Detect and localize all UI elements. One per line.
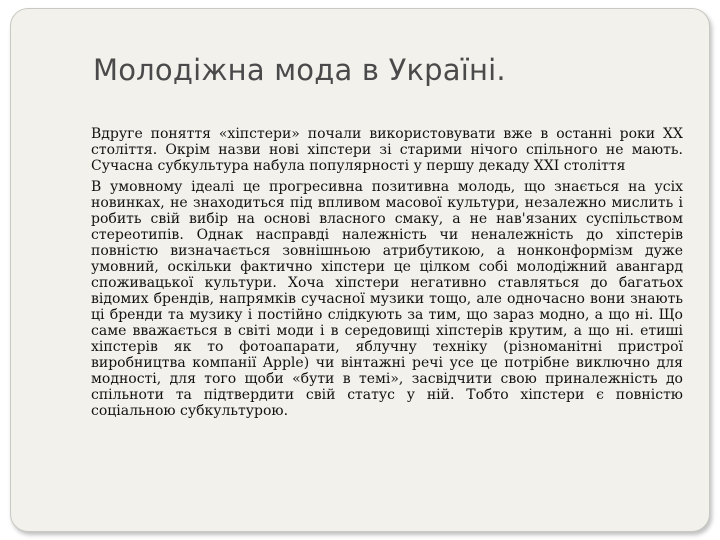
paragraph-2: В умовному ідеалі це прогресивна позитивна молодь, що знається на усіх новинках, не знаходиться під впливом масової культури, незалежно мислить і робить свій вибір на основі власного смаку, а не нав'язаних суспільством стереотипів. Однак насправді належність чи неналежність до хіпстерів повністю визначається зовнішньою атрибутикою, а нонконформізм дуже умовний, оскільки фактично хіпстери це цілком собі молодіжний авангард споживацької культури. Хоча хіпстери негативно ставляться до багатьох відомих брендів, напрямків сучасної музики тощо, але одночасно вони знають ці бренди та музику і постійно слідкують за тим, що зараз модно, а що ні. Що саме вважається в світі моди і в середовищі хіпстерів крутим, а що ні. етиші хіпстерів як то фотоапарати, яблучну техніку (різноманітні пристрої виробництва компанії Apple) чи вінтажні речі усе це потрібне виключно для модності, для того щоби «бути в темі», засвідчити свою приналежність до спільноти та підтвердити свій статус у ній. Тобто хіпстери є повністю соціальною субкультурою. (91, 179, 683, 419)
slide-title: Молодіжна мода в Україні. (93, 53, 506, 87)
slide-frame (10, 8, 710, 532)
slide-body (91, 126, 683, 424)
paragraph-1: Вдруге поняття «хіпстери» почали використовувати вже в останні роки XX століття. Окрім назви нові хіпстери зі старими нічого спільного не мають. Сучасна субкультура набула популярності у першу декаду XXI століття (91, 126, 683, 174)
